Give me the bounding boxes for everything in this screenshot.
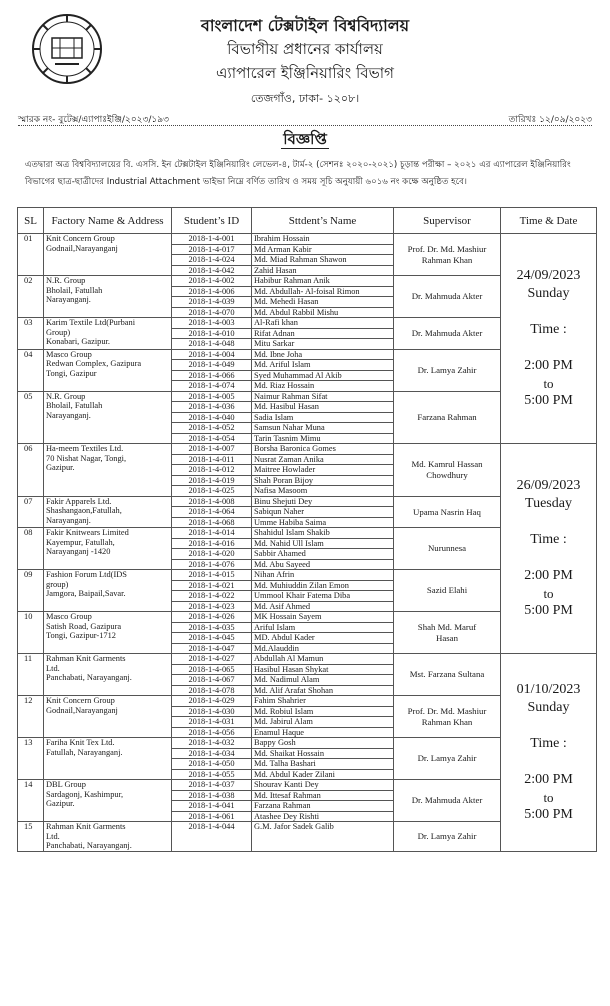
supervisor-line: Shah Md. Maruf xyxy=(417,622,477,632)
supervisor-cell xyxy=(394,528,501,570)
schedule-day: Sunday xyxy=(527,286,570,301)
student-id-cell: 2018-1-4-014 xyxy=(172,528,252,539)
student-name-cell: Md.Alauddin xyxy=(252,643,394,654)
student-id-cell: 2018-1-4-042 xyxy=(172,265,252,276)
factory-line: Rahman Knit Garments xyxy=(46,822,126,831)
student-name-cell: Md. Ariful Islam xyxy=(252,360,394,371)
spacer xyxy=(503,513,594,531)
student-id-cell: 2018-1-4-055 xyxy=(172,769,252,780)
student-id-cell: 2018-1-4-026 xyxy=(172,612,252,623)
student-id-cell: 2018-1-4-006 xyxy=(172,286,252,297)
supervisor-cell xyxy=(394,738,501,780)
student-name-cell: Maitree Howlader xyxy=(252,465,394,476)
schedule-date: 01/10/2023 xyxy=(516,681,581,697)
student-id-cell: 2018-1-4-011 xyxy=(172,454,252,465)
supervisor-cell xyxy=(394,496,501,528)
factory-line: Fariha Knit Tex Ltd. xyxy=(46,738,115,747)
factory-line: Bholail, Fatullah xyxy=(46,285,103,295)
student-name-cell: Ibrahim Hossain xyxy=(252,234,394,245)
schedule-start-time: 2:00 PM xyxy=(524,358,573,373)
schedule-start-time: 2:00 PM xyxy=(524,568,573,583)
student-id-cell: 2018-1-4-030 xyxy=(172,706,252,717)
factory-cell xyxy=(44,738,172,780)
factory-line: N.R. Group xyxy=(46,391,86,401)
student-id-cell: 2018-1-4-004 xyxy=(172,349,252,360)
factory-line: Panchabati, Narayanganj. xyxy=(46,673,132,682)
header-student-name: Sttdent’s Name xyxy=(252,208,394,234)
serial-cell: 12 xyxy=(18,696,44,738)
schedule-to: to xyxy=(543,376,554,391)
factory-line: Fashion Forum Ltd(IDS xyxy=(46,570,127,579)
header-supervisor: Supervisor xyxy=(394,208,501,234)
student-id-cell: 2018-1-4-003 xyxy=(172,318,252,329)
student-name-cell: Md Arman Kabir xyxy=(252,244,394,255)
supervisor-line: Dr. Mahmuda Akter xyxy=(411,291,483,302)
factory-line: group) xyxy=(46,579,69,589)
supervisor-line: Dr. Mahmuda Akter xyxy=(411,328,483,338)
supervisor-line: Hasan xyxy=(436,632,458,643)
factory-cell xyxy=(44,570,172,612)
serial-cell: 10 xyxy=(18,612,44,654)
spacer xyxy=(503,717,594,735)
factory-line: Group) xyxy=(46,327,71,337)
student-name-cell: Md. Mehedi Hasan xyxy=(252,297,394,308)
student-name-cell: Md. Abdullah- Al-foisal Rimon xyxy=(252,286,394,297)
student-id-cell: 2018-1-4-044 xyxy=(172,822,252,852)
student-name-cell: Md. Shaikat Hossain xyxy=(252,748,394,759)
student-id-cell: 2018-1-4-031 xyxy=(172,717,252,728)
student-name-cell: Rifat Adnan xyxy=(252,328,394,339)
header-time-date: Time & Date xyxy=(501,208,597,234)
student-id-cell: 2018-1-4-048 xyxy=(172,339,252,350)
student-name-cell: Md. Asif Ahmed xyxy=(252,601,394,612)
student-id-cell: 2018-1-4-040 xyxy=(172,412,252,423)
factory-line: Panchabati, Narayanganj. xyxy=(46,841,132,850)
serial-cell: 14 xyxy=(18,780,44,822)
factory-cell xyxy=(44,822,172,852)
factory-cell xyxy=(44,496,172,528)
serial-cell: 13 xyxy=(18,738,44,780)
reference-line xyxy=(18,112,592,126)
serial-cell: 07 xyxy=(18,496,44,528)
student-name-cell: Hasibul Hasan Shykat xyxy=(252,664,394,675)
student-id-cell: 2018-1-4-017 xyxy=(172,244,252,255)
schedule-start-time: 2:00 PM xyxy=(524,771,573,787)
student-name-cell: Al-Rafi khan xyxy=(252,318,394,329)
student-id-cell: 2018-1-4-078 xyxy=(172,685,252,696)
supervisor-line: Mst. Farzana Sultana xyxy=(409,669,485,680)
student-name-cell: MD. Abdul Kader xyxy=(252,633,394,644)
department-name: এ্যাপারেল ইঞ্জিনিয়ারিং বিভাগ xyxy=(216,64,394,82)
supervisor-line: Upama Nasrin Haq xyxy=(413,506,481,517)
factory-line: Tongi, Gazipur xyxy=(46,368,97,378)
factory-line: 70 Nishat Nagar, Tongi, xyxy=(46,453,127,463)
student-name-cell: Md. Miad Rahman Shawon xyxy=(252,255,394,266)
supervisor-cell xyxy=(394,318,501,350)
student-name-cell: Mitu Sarkar xyxy=(252,339,394,350)
student-id-cell: 2018-1-4-024 xyxy=(172,255,252,266)
supervisor-line: Prof. Dr. Md. Mashiur xyxy=(407,706,487,716)
student-name-cell: Md. Abdul Rabbil Mishu xyxy=(252,307,394,318)
factory-line: Tongi, Gazipur-1712 xyxy=(46,631,116,640)
student-id-cell: 2018-1-4-022 xyxy=(172,591,252,602)
student-id-cell: 2018-1-4-015 xyxy=(172,570,252,581)
serial-cell: 09 xyxy=(18,570,44,612)
student-id-cell: 2018-1-4-052 xyxy=(172,423,252,434)
header-factory: Factory Name & Address xyxy=(44,208,172,234)
factory-line: Jamgora, Baipail,Savar. xyxy=(46,589,126,598)
university-name: বাংলাদেশ টেক্সটাইল বিশ্ববিদ্যালয় xyxy=(200,16,410,35)
student-id-cell: 2018-1-4-035 xyxy=(172,622,252,633)
table-row xyxy=(18,654,597,665)
student-name-cell: Md. Abdul Kader Zilani xyxy=(252,769,394,780)
schedule-end-time: 5:00 PM xyxy=(524,603,573,618)
student-name-cell: Md. Nahid Ull Islam xyxy=(252,538,394,549)
supervisor-cell xyxy=(394,780,501,822)
spacer xyxy=(503,303,594,321)
student-id-cell: 2018-1-4-037 xyxy=(172,780,252,791)
factory-line: Ltd. xyxy=(46,831,60,841)
factory-line: Ha-meem Textiles Ltd. xyxy=(46,444,124,453)
supervisor-line: Nurunnesa xyxy=(427,543,467,554)
table-body xyxy=(18,234,597,852)
student-id-cell: 2018-1-4-041 xyxy=(172,801,252,812)
student-id-cell: 2018-1-4-025 xyxy=(172,486,252,497)
student-name-cell: Md. Robiul Islam xyxy=(252,706,394,717)
student-name-cell: Nafisa Masoom xyxy=(252,486,394,497)
notice-title xyxy=(0,128,610,153)
student-name-cell: Sabbir Ahamed xyxy=(252,549,394,560)
factory-line: Gazipur. xyxy=(46,463,75,472)
factory-cell xyxy=(44,654,172,696)
student-id-cell: 2018-1-4-064 xyxy=(172,507,252,518)
supervisor-cell xyxy=(394,696,501,738)
student-id-cell: 2018-1-4-021 xyxy=(172,580,252,591)
student-id-cell: 2018-1-4-067 xyxy=(172,675,252,686)
serial-cell: 04 xyxy=(18,349,44,391)
schedule-to: to xyxy=(543,586,554,601)
supervisor-cell xyxy=(394,612,501,654)
factory-line: Shashangaon,Fatullah, xyxy=(46,506,122,515)
student-name-cell: Md. Abu Sayeed xyxy=(252,559,394,570)
supervisor-line: Dr. Lamya Zahir xyxy=(417,753,477,764)
table-header-row xyxy=(18,208,597,234)
student-name-cell: Umme Habiba Saima xyxy=(252,517,394,528)
viva-schedule-table xyxy=(17,207,597,852)
factory-cell xyxy=(44,780,172,822)
student-id-cell: 2018-1-4-012 xyxy=(172,465,252,476)
schedule-date: 26/09/2023 xyxy=(516,478,581,493)
schedule-cell xyxy=(501,444,597,654)
student-id-cell: 2018-1-4-032 xyxy=(172,738,252,749)
address: তেজগাঁও, ঢাকা- ১২০৮। xyxy=(250,92,360,105)
student-id-cell: 2018-1-4-038 xyxy=(172,790,252,801)
schedule-cell xyxy=(501,234,597,444)
memo-number: স্মারক নং- বুটেক্স/এ্যাপাঃইঞ্জি/২০২৩/১৯৩ xyxy=(18,115,169,125)
letterhead xyxy=(0,0,610,108)
student-name-cell: Shahidul Islam Shakib xyxy=(252,528,394,539)
student-name-cell: Sabiqun Naher xyxy=(252,507,394,518)
student-id-cell: 2018-1-4-002 xyxy=(172,276,252,287)
student-id-cell: 2018-1-4-034 xyxy=(172,748,252,759)
factory-line: Bholail, Fatullah xyxy=(46,401,103,410)
student-id-cell: 2018-1-4-007 xyxy=(172,444,252,455)
supervisor-cell xyxy=(394,444,501,497)
serial-cell: 03 xyxy=(18,318,44,350)
intro-paragraph: এতদ্বারা অত্র বিশ্ববিদ্যালয়ের বি. এসসি. ইন টেক্সটাইল ইঞ্জিনিয়ারিং লেভেল-৪, টার্ম-২ (সেশনঃ ২০২০-২০২১) চূড়ান্ত পরীক্ষা – ২০২১ এর এ্যাপারেল ইঞ্জিনিয়ারিং বিভাগের ছাত্র-ছাত্রীদের Industrial Attachment ভাইভা নিম্নে বর্ণিত তারিখ ও সময় সূচি অনুযায়ী ৬০১৬ নং কক্ষে অনুষ্ঠিত হবে। xyxy=(25,160,571,187)
student-id-cell: 2018-1-4-016 xyxy=(172,538,252,549)
factory-line: Konabari, Gazipur. xyxy=(46,337,110,346)
student-name-cell: Md. Riaz Hossain xyxy=(252,381,394,392)
student-id-cell: 2018-1-4-049 xyxy=(172,360,252,371)
student-id-cell: 2018-1-4-068 xyxy=(172,517,252,528)
student-id-cell: 2018-1-4-070 xyxy=(172,307,252,318)
header-sl: SL xyxy=(18,208,44,234)
supervisor-line: Farzana Rahman xyxy=(417,412,477,422)
student-name-cell: Samsun Nahar Muna xyxy=(252,423,394,434)
student-name-cell: Md. Talha Bashari xyxy=(252,759,394,770)
student-name-cell: Nihan Afrin xyxy=(252,570,394,581)
student-name-cell: Atashee Dey Rishti xyxy=(252,811,394,822)
factory-line: Fakir Apparels Ltd. xyxy=(46,496,112,506)
student-name-cell: Md. Alif Arafat Shohan xyxy=(252,685,394,696)
student-id-cell: 2018-1-4-066 xyxy=(172,370,252,381)
supervisor-cell xyxy=(394,234,501,276)
factory-line: DBL Group xyxy=(46,780,86,789)
supervisor-cell xyxy=(394,391,501,444)
serial-cell: 05 xyxy=(18,391,44,444)
supervisor-line: Dr. Lamya Zahir xyxy=(417,831,477,841)
supervisor-line: Dr. Lamya Zahir xyxy=(417,364,477,375)
student-id-cell: 2018-1-4-076 xyxy=(172,559,252,570)
schedule-time-label: Time : xyxy=(530,735,567,751)
schedule-time-label: Time : xyxy=(530,322,567,337)
student-name-cell: Sadia Islam xyxy=(252,412,394,423)
issue-date: তারিখঃ ১২/০৯/২০২৩ xyxy=(508,115,592,125)
student-id-cell: 2018-1-4-061 xyxy=(172,811,252,822)
supervisor-line: Chowdhury xyxy=(426,469,468,480)
supervisor-cell xyxy=(394,349,501,391)
factory-line: Satish Road, Gazipura xyxy=(46,621,122,631)
student-name-cell: Ariful Islam xyxy=(252,622,394,633)
serial-cell: 08 xyxy=(18,528,44,570)
table-row xyxy=(18,234,597,245)
factory-line: Narayanganj -1420 xyxy=(46,547,111,556)
factory-line: N.R. Group xyxy=(46,276,86,285)
student-id-cell: 2018-1-4-010 xyxy=(172,328,252,339)
schedule-end-time: 5:00 PM xyxy=(524,393,573,408)
factory-cell xyxy=(44,528,172,570)
student-name-cell: Habibur Rahman Anik xyxy=(252,276,394,287)
factory-cell xyxy=(44,696,172,738)
student-id-cell: 2018-1-4-036 xyxy=(172,402,252,413)
factory-line: Fatullah, Narayanganj. xyxy=(46,747,123,757)
student-id-cell: 2018-1-4-045 xyxy=(172,633,252,644)
factory-line: Godnail,Narayanganj xyxy=(46,243,118,253)
student-name-cell: Shah Poran Bijoy xyxy=(252,475,394,486)
student-name-cell: Abdullah Al Mamun xyxy=(252,654,394,665)
supervisor-line: Rahman Khan xyxy=(421,716,473,727)
student-name-cell: Farzana Rahman xyxy=(252,801,394,812)
factory-cell xyxy=(44,612,172,654)
student-name-cell: Md. Hasibul Hasan xyxy=(252,402,394,413)
factory-line: Knit Concern Group xyxy=(46,234,115,243)
factory-line: Karim Textile Ltd(Purbani xyxy=(46,318,136,327)
student-name-cell: Bappy Gosh xyxy=(252,738,394,749)
student-id-cell: 2018-1-4-074 xyxy=(172,381,252,392)
student-id-cell: 2018-1-4-047 xyxy=(172,643,252,654)
schedule-cell xyxy=(501,654,597,852)
schedule-to: to xyxy=(543,789,554,805)
student-id-cell: 2018-1-4-054 xyxy=(172,433,252,444)
supervisor-cell xyxy=(394,654,501,696)
student-id-cell: 2018-1-4-020 xyxy=(172,549,252,560)
schedule-time-label: Time : xyxy=(530,532,567,547)
student-name-cell: Binu Shejuti Dey xyxy=(252,496,394,507)
notice-title-text: বিজ্ঞপ্তি xyxy=(283,130,327,148)
supervisor-line: Md. Kamrul Hassan xyxy=(411,459,483,470)
spacer xyxy=(503,339,594,357)
student-id-cell: 2018-1-4-023 xyxy=(172,601,252,612)
factory-cell xyxy=(44,349,172,391)
student-id-cell: 2018-1-4-008 xyxy=(172,496,252,507)
factory-line: Gazipur. xyxy=(46,799,75,808)
student-name-cell: MK Hossain Sayem xyxy=(252,612,394,623)
supervisor-cell xyxy=(394,822,501,852)
spacer xyxy=(503,549,594,567)
serial-cell: 01 xyxy=(18,234,44,276)
supervisor-cell xyxy=(394,276,501,318)
student-id-cell: 2018-1-4-001 xyxy=(172,234,252,245)
spacer xyxy=(503,753,594,771)
supervisor-line: Dr. Mahmuda Akter xyxy=(411,795,483,806)
student-id-cell: 2018-1-4-019 xyxy=(172,475,252,486)
office-name: বিভাগীয় প্রধানের কার্যালয় xyxy=(227,40,383,58)
student-name-cell: Naimur Rahman Sifat xyxy=(252,391,394,402)
student-name-cell: Fahim Shahrier xyxy=(252,696,394,707)
factory-line: Masco Group xyxy=(46,612,92,621)
student-name-cell: G.M. Jafor Sadek Galib xyxy=(252,822,394,852)
student-id-cell: 2018-1-4-039 xyxy=(172,297,252,308)
student-name-cell: Md. Jabirul Alam xyxy=(252,717,394,728)
student-id-cell: 2018-1-4-029 xyxy=(172,696,252,707)
student-id-cell: 2018-1-4-056 xyxy=(172,727,252,738)
student-name-cell: Md. Nadimul Alam xyxy=(252,675,394,686)
factory-line: Fakir Knitwears Limited xyxy=(46,528,129,537)
student-name-cell: Md. Muhiuddin Zilan Emon xyxy=(252,580,394,591)
schedule-day: Tuesday xyxy=(525,496,572,511)
factory-line: Masco Group xyxy=(46,349,92,359)
factory-line: Narayanganj. xyxy=(46,295,91,304)
factory-line: Rahman Knit Garments xyxy=(46,654,126,663)
student-name-cell: Borsha Baronica Gomes xyxy=(252,444,394,455)
student-name-cell: Nusrat Zaman Anika xyxy=(252,454,394,465)
student-id-cell: 2018-1-4-005 xyxy=(172,391,252,402)
student-name-cell: Md. Ibne Joha xyxy=(252,349,394,360)
student-id-cell: 2018-1-4-050 xyxy=(172,759,252,770)
serial-cell: 06 xyxy=(18,444,44,497)
factory-line: Knit Concern Group xyxy=(46,696,115,705)
schedule-end-time: 5:00 PM xyxy=(524,806,573,822)
header-student-id: Student’s ID xyxy=(172,208,252,234)
factory-cell xyxy=(44,234,172,276)
student-name-cell: Shourav Kanti Dey xyxy=(252,780,394,791)
serial-cell: 02 xyxy=(18,276,44,318)
factory-line: Narayanganj. xyxy=(46,515,91,525)
serial-cell: 11 xyxy=(18,654,44,696)
student-id-cell: 2018-1-4-065 xyxy=(172,664,252,675)
factory-cell xyxy=(44,276,172,318)
factory-line: Godnail,Narayanganj xyxy=(46,705,118,715)
supervisor-line: Sazid Elahi xyxy=(426,585,468,596)
schedule-date: 24/09/2023 xyxy=(516,268,581,283)
student-name-cell: Ummool Khair Fatema Diba xyxy=(252,591,394,602)
serial-cell: 15 xyxy=(18,822,44,852)
student-name-cell: Zahid Hasan xyxy=(252,265,394,276)
student-name-cell: Syed Muhammad Al Akib xyxy=(252,370,394,381)
supervisor-line: Prof. Dr. Md. Mashiur xyxy=(407,244,487,254)
factory-line: Ltd. xyxy=(46,663,60,673)
factory-line: Sardagonj, Kashimpur, xyxy=(46,789,124,799)
student-name-cell: Md. Ittesaf Rahman xyxy=(252,790,394,801)
supervisor-line: Rahman Khan xyxy=(421,254,473,265)
factory-line: Kayempur, Fatullah, xyxy=(46,537,115,547)
factory-cell xyxy=(44,444,172,497)
student-name-cell: Enamul Haque xyxy=(252,727,394,738)
divider xyxy=(18,125,592,126)
schedule-day: Sunday xyxy=(527,699,570,715)
factory-cell xyxy=(44,318,172,350)
student-name-cell: Tarin Tasnim Mimu xyxy=(252,433,394,444)
factory-cell xyxy=(44,391,172,444)
student-id-cell: 2018-1-4-027 xyxy=(172,654,252,665)
supervisor-cell xyxy=(394,570,501,612)
table-row xyxy=(18,444,597,455)
factory-line: Redwan Complex, Gazipura xyxy=(46,359,142,368)
factory-line: Narayanganj. xyxy=(46,410,91,420)
